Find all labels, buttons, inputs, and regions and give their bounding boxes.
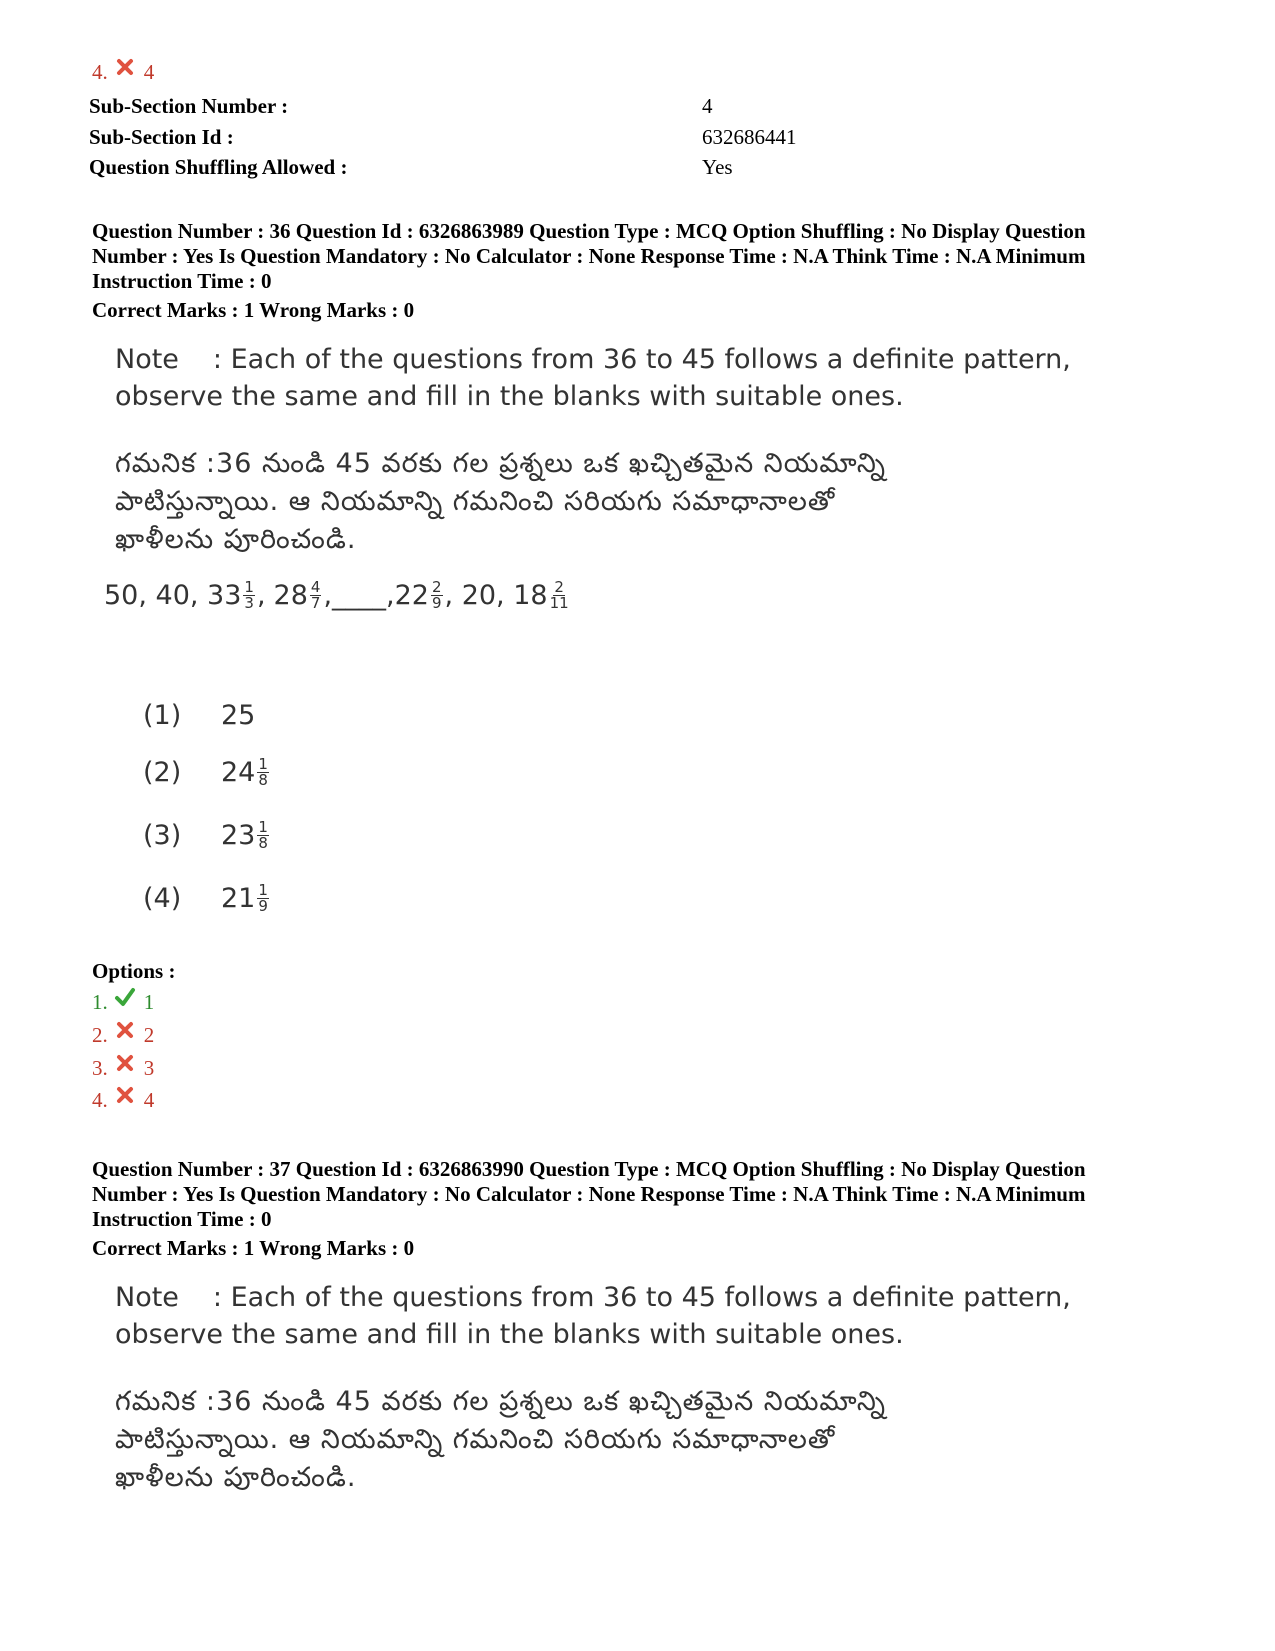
q36-telugu-note: [115, 445, 886, 559]
option-number: 2.: [92, 1023, 108, 1047]
series-part-d: , 20, 18: [444, 580, 548, 611]
series-part-a: 50, 40, 33: [104, 580, 242, 611]
q36-note: [115, 341, 1071, 415]
fraction: $\frac{1}{8}$: [258, 755, 268, 789]
cross-mark-icon: [114, 1053, 136, 1073]
note-line-2: observe the same and fill in the blanks with suitable ones.: [115, 381, 904, 412]
option-number: 4.: [92, 60, 108, 84]
q36-options-label: Options :: [92, 959, 176, 983]
q37-meta-line-3: Instruction Time : 0: [92, 1207, 272, 1231]
telugu-line-1: గమనిక :36 నుండి 45 వరకు గల ప్రశ్నలు ఒక ఖచ్చితమైన నియమాన్ని: [115, 448, 886, 479]
fraction: $\frac{1}{8}$: [258, 818, 268, 852]
q36-option-3: [92, 1056, 154, 1081]
option-value: 4: [143, 1088, 155, 1112]
telugu-line-3: ఖాళీలను పూరించండి.: [115, 524, 357, 555]
series-part-b: 28: [273, 580, 308, 611]
option-value: 1: [143, 990, 155, 1014]
cross-mark-icon: [114, 1085, 136, 1105]
option-number: 3.: [92, 1056, 108, 1080]
fraction: $\frac{1}{9}$: [258, 881, 268, 915]
q36-choice-1: (1) 25: [143, 700, 256, 731]
subsection-number-label: Sub-Section Number :: [89, 94, 289, 118]
subsection-id-label: Sub-Section Id :: [89, 125, 234, 149]
q36-choice-2: (2) 24 $\frac{1}{8}$: [143, 755, 268, 789]
note-line-2: observe the same and fill in the blanks with suitable ones.: [115, 1319, 904, 1350]
check-mark-icon: [114, 987, 136, 1007]
subsection-id-value: 632686441: [702, 125, 797, 149]
q37-marks: Correct Marks : 1 Wrong Marks : 0: [92, 1236, 415, 1260]
q36-choice-3: (3) 23 $\frac{1}{8}$: [143, 818, 268, 852]
q36-option-4: [92, 1088, 154, 1113]
series-part-c: 22: [394, 580, 429, 611]
note-label: Note: [115, 1282, 179, 1313]
cross-mark-icon: [114, 57, 136, 77]
question-shuffling-value: Yes: [702, 155, 733, 179]
q36-meta-line-1: Question Number : 36 Question Id : 6326863989 Question Type : MCQ Option Shuffling : No Display Question: [92, 219, 1086, 243]
option-value: 3: [143, 1056, 155, 1080]
telugu-line-2: పాటిస్తున్నాయి. ఆ నియమాన్ని గమనించి సరియగు సమాధానాలతో: [115, 1424, 836, 1455]
option-number: 4.: [92, 1088, 108, 1112]
note-label: Note: [115, 344, 179, 375]
q37-telugu-note: [115, 1383, 886, 1497]
question-shuffling-label: Question Shuffling Allowed :: [89, 155, 348, 179]
q36-meta-line-2: Number : Yes Is Question Mandatory : No Calculator : None Response Time : N.A Think Time : N.A Minimum: [92, 244, 1086, 268]
option-value: 4: [143, 60, 155, 84]
note-line-1: : Each of the questions from 36 to 45 follows a definite pattern,: [212, 344, 1071, 375]
q37-meta-line-2: Number : Yes Is Question Mandatory : No Calculator : None Response Time : N.A Think Time : N.A Minimum: [92, 1182, 1086, 1206]
fraction: $\frac{1}{3}$: [244, 578, 254, 612]
q37-note: [115, 1279, 1071, 1353]
q36-marks: Correct Marks : 1 Wrong Marks : 0: [92, 298, 415, 322]
option-value: 2: [143, 1023, 155, 1047]
option-number: 1.: [92, 990, 108, 1014]
prev-option-4: [92, 60, 154, 85]
series-blank: ,____,: [323, 580, 395, 611]
q36-option-1: [92, 990, 154, 1015]
q37-meta-line-1: Question Number : 37 Question Id : 6326863990 Question Type : MCQ Option Shuffling : No Display Question: [92, 1157, 1086, 1181]
q36-option-2: [92, 1023, 154, 1048]
q36-number-series: 50, 40, 33 $\frac{1}{3}$ , 28 $\frac{4}{7}$ ,____, 22 $\frac{2}{9}$ , 20, 18 $\frac{2}{11}$: [104, 578, 569, 612]
q36-meta-line-3: Instruction Time : 0: [92, 269, 272, 293]
fraction: $\frac{4}{7}$: [310, 578, 321, 612]
q36-choice-4: (4) 21 $\frac{1}{9}$: [143, 881, 268, 915]
subsection-number-value: 4: [702, 94, 713, 118]
telugu-line-1: గమనిక :36 నుండి 45 వరకు గల ప్రశ్నలు ఒక ఖచ్చితమైన నియమాన్ని: [115, 1386, 886, 1417]
fraction: $\frac{2}{11}$: [549, 578, 569, 612]
cross-mark-icon: [114, 1020, 136, 1040]
note-line-1: : Each of the questions from 36 to 45 follows a definite pattern,: [212, 1282, 1071, 1313]
fraction: $\frac{2}{9}$: [431, 578, 442, 612]
telugu-line-3: ఖాళీలను పూరించండి.: [115, 1462, 357, 1493]
telugu-line-2: పాటిస్తున్నాయి. ఆ నియమాన్ని గమనించి సరియగు సమాధానాలతో: [115, 486, 836, 517]
